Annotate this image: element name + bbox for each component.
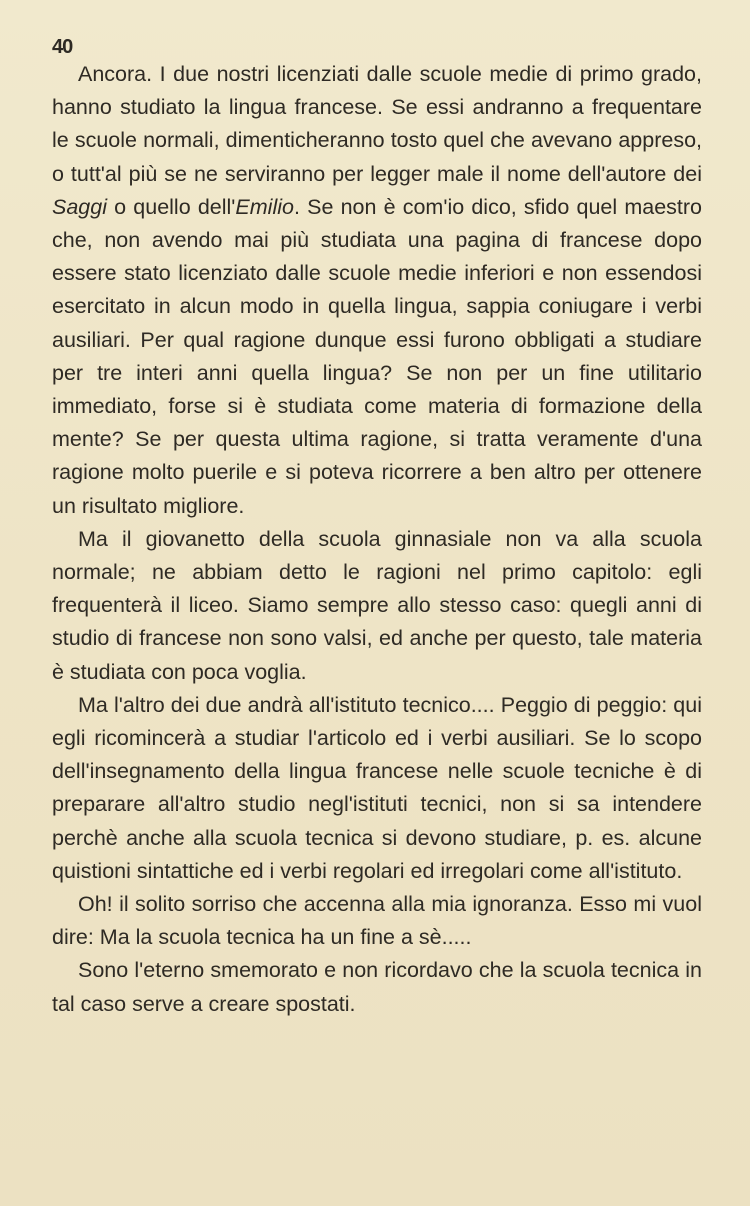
paragraph-3: Ma l'altro dei due andrà all'istituto tecnico.... Peggio di peggio: qui egli ricomincerà a studiar l'articolo ed i verbi ausiliari. Se lo scopo dell'insegnamento della lingua francese nelle scuole tecniche è di preparare all'altro studio negl'istituti tecnici, non si sa intendere perchè anche alla scuola tecnica si devono studiare, p. es. alcune quistioni sintattiche ed i verbi regolari ed irregolari come all'istituto.	[52, 692, 702, 883]
paragraph-2: Ma il giovanetto della scuola ginnasiale non va alla scuola normale; ne abbiam detto le ragioni nel primo capitolo: egli frequenterà il liceo. Siamo sempre allo stesso caso: quegli anni di studio di francese non sono valsi, ed anche per questo, tale materia è studiata con poca voglia.	[52, 526, 702, 684]
paragraph-1-text-a: Ancora. I due nostri licenziati dalle scuole medie di primo grado, hanno studiato la lingua francese. Se essi andranno a frequentare le scuole normali, dimenticheranno tosto quel che avevano appreso, o tutt'al più se ne serviranno per legger male il nome dell'autore dei	[52, 62, 702, 186]
paragraph-1-text-b: o quello dell'	[107, 194, 236, 219]
paragraph-5: Sono l'eterno smemorato e non ricordavo che la scuola tecnica in tal caso serve a creare spostati.	[52, 958, 702, 1016]
paragraph-1-title-saggi: Saggi	[52, 194, 107, 219]
paragraph-1	[52, 58, 702, 523]
paragraph-4: Oh! il solito sorriso che accenna alla mia ignoranza. Esso mi vuol dire: Ma la scuola tecnica ha un fine a sè.....	[52, 892, 702, 950]
paragraph-1-text-c: . Se non è com'io dico, sfido quel maestro che, non avendo mai più studiata una pagina di francese dopo essere stato licenziato dalle scuole medie inferiori e non essendosi esercitato in alcun modo in quella lingua, sappia coniugare i verbi ausiliari. Per qual ragione dunque essi furono obbligati a studiare per tre interi anni quella lingua? Se non per un fine utilitario immediato, forse si è studiata come materia di formazione della mente? Se per questa ultima ragione, si tratta veramente d'una ragione molto puerile e si poteva ricorrere a ben altro per ottenere un risultato migliore.	[52, 194, 702, 518]
body-text	[52, 58, 702, 1021]
page-number: 40	[52, 36, 73, 58]
paragraph-1-title-emilio: Emilio	[235, 194, 294, 219]
